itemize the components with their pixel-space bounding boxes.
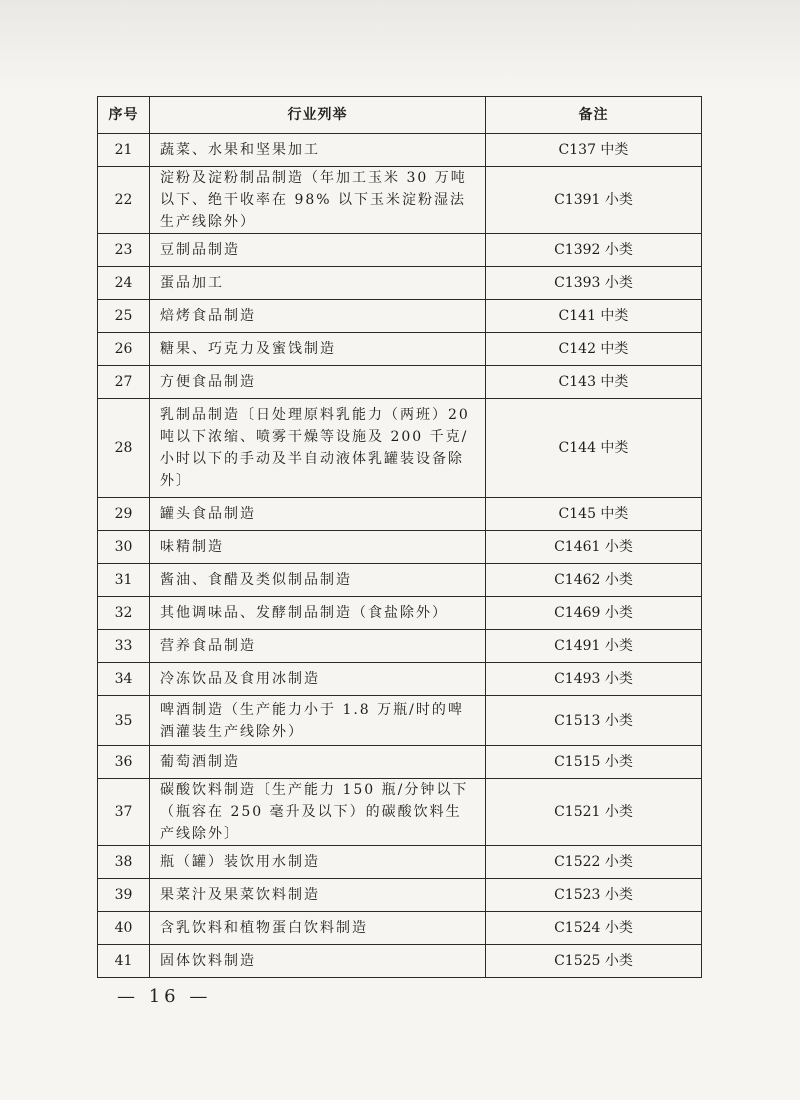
row-serial-number: 34 — [98, 663, 150, 696]
row-industry-name: 碳酸饮料制造〔生产能力 150 瓶/分钟以下（瓶容在 250 毫升及以下）的碳酸饮料生产线除外〕 — [150, 779, 486, 846]
table-header-row — [98, 97, 702, 134]
row-industry-name: 乳制品制造〔日处理原料乳能力（两班）20 吨以下浓缩、喷雾干燥等设施及 200 千克/小时以下的手动及半自动液体乳罐装设备除外〕 — [150, 399, 486, 498]
table-row — [98, 300, 702, 333]
row-serial-number: 22 — [98, 167, 150, 234]
row-industry-name: 瓶（罐）装饮用水制造 — [150, 846, 486, 879]
row-industry-name: 方便食品制造 — [150, 366, 486, 399]
row-remark: C1525 小类 — [486, 945, 702, 978]
row-remark: C1469 小类 — [486, 597, 702, 630]
header-serial-number: 序号 — [98, 97, 150, 134]
industry-table — [97, 96, 702, 978]
table-row — [98, 267, 702, 300]
row-industry-name: 其他调味品、发酵制品制造（食盐除外） — [150, 597, 486, 630]
row-serial-number: 27 — [98, 366, 150, 399]
row-remark: C1521 小类 — [486, 779, 702, 846]
row-remark: C1461 小类 — [486, 531, 702, 564]
table-row — [98, 399, 702, 498]
row-serial-number: 26 — [98, 333, 150, 366]
row-remark: C137 中类 — [486, 134, 702, 167]
table-row — [98, 696, 702, 746]
table-row — [98, 779, 702, 846]
row-serial-number: 35 — [98, 696, 150, 746]
row-remark: C1522 小类 — [486, 846, 702, 879]
row-serial-number: 30 — [98, 531, 150, 564]
scan-background — [0, 0, 800, 90]
row-remark: C1393 小类 — [486, 267, 702, 300]
row-industry-name: 啤酒制造（生产能力小于 1.8 万瓶/时的啤酒灌装生产线除外） — [150, 696, 486, 746]
table-row — [98, 134, 702, 167]
table-row — [98, 912, 702, 945]
row-serial-number: 23 — [98, 234, 150, 267]
row-industry-name: 罐头食品制造 — [150, 498, 486, 531]
row-industry-name: 葡萄酒制造 — [150, 746, 486, 779]
table-row — [98, 879, 702, 912]
table-row — [98, 498, 702, 531]
row-remark: C142 中类 — [486, 333, 702, 366]
row-industry-name: 冷冻饮品及食用冰制造 — [150, 663, 486, 696]
row-remark: C145 中类 — [486, 498, 702, 531]
table-row — [98, 746, 702, 779]
row-remark: C1392 小类 — [486, 234, 702, 267]
row-industry-name: 蛋品加工 — [150, 267, 486, 300]
row-serial-number: 24 — [98, 267, 150, 300]
row-serial-number: 25 — [98, 300, 150, 333]
row-serial-number: 33 — [98, 630, 150, 663]
row-remark: C144 中类 — [486, 399, 702, 498]
row-serial-number: 38 — [98, 846, 150, 879]
row-remark: C1513 小类 — [486, 696, 702, 746]
table-row — [98, 630, 702, 663]
row-remark: C1462 小类 — [486, 564, 702, 597]
row-remark: C1493 小类 — [486, 663, 702, 696]
row-industry-name: 果菜汁及果菜饮料制造 — [150, 879, 486, 912]
row-industry-name: 焙烤食品制造 — [150, 300, 486, 333]
table-row — [98, 333, 702, 366]
row-remark: C1491 小类 — [486, 630, 702, 663]
row-remark: C1524 小类 — [486, 912, 702, 945]
table-row — [98, 167, 702, 234]
header-remarks: 备注 — [486, 97, 702, 134]
page-number: — 16 — — [117, 986, 212, 1007]
row-serial-number: 41 — [98, 945, 150, 978]
row-industry-name: 营养食品制造 — [150, 630, 486, 663]
row-industry-name: 淀粉及淀粉制品制造（年加工玉米 30 万吨以下、绝干收率在 98% 以下玉米淀粉湿法生产线除外） — [150, 167, 486, 234]
row-remark: C1515 小类 — [486, 746, 702, 779]
table-row — [98, 846, 702, 879]
row-serial-number: 37 — [98, 779, 150, 846]
row-industry-name: 固体饮料制造 — [150, 945, 486, 978]
row-remark: C143 中类 — [486, 366, 702, 399]
row-remark: C1391 小类 — [486, 167, 702, 234]
row-industry-name: 蔬菜、水果和坚果加工 — [150, 134, 486, 167]
row-serial-number: 31 — [98, 564, 150, 597]
table-row — [98, 597, 702, 630]
row-serial-number: 39 — [98, 879, 150, 912]
table-row — [98, 564, 702, 597]
table-body — [98, 134, 702, 978]
row-industry-name: 豆制品制造 — [150, 234, 486, 267]
table-row — [98, 945, 702, 978]
row-industry-name: 酱油、食醋及类似制品制造 — [150, 564, 486, 597]
header-industry-list: 行业列举 — [150, 97, 486, 134]
row-serial-number: 40 — [98, 912, 150, 945]
table-row — [98, 663, 702, 696]
row-industry-name: 含乳饮料和植物蛋白饮料制造 — [150, 912, 486, 945]
row-serial-number: 36 — [98, 746, 150, 779]
row-industry-name: 味精制造 — [150, 531, 486, 564]
table-row — [98, 366, 702, 399]
table-row — [98, 531, 702, 564]
row-industry-name: 糖果、巧克力及蜜饯制造 — [150, 333, 486, 366]
row-remark: C141 中类 — [486, 300, 702, 333]
row-serial-number: 29 — [98, 498, 150, 531]
row-serial-number: 28 — [98, 399, 150, 498]
row-remark: C1523 小类 — [486, 879, 702, 912]
row-serial-number: 32 — [98, 597, 150, 630]
row-serial-number: 21 — [98, 134, 150, 167]
table-row — [98, 234, 702, 267]
